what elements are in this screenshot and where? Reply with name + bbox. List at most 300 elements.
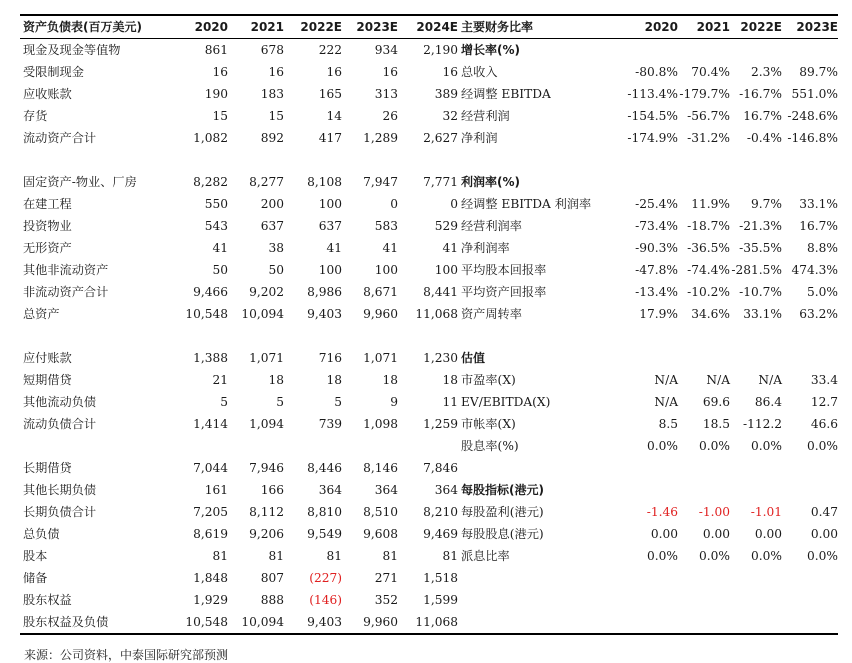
cell-value: -18.7% [687,219,730,233]
cell-value: 0.0% [647,439,678,453]
row-label: 股东权益及负债 [20,611,170,634]
cell-value: 81 [268,549,284,563]
cell-value: (227) [309,571,342,585]
cell-value: 7,771 [423,175,458,189]
ratio-row [458,127,838,149]
cell-value [782,457,838,479]
cell-value: 11,068 [398,611,458,634]
cell-value: 81 [212,549,228,563]
cell-value: 16 [268,65,284,79]
ratio-row [458,479,838,501]
cell-value: 8,282 [193,175,228,189]
cell-value: 389 [434,87,458,101]
balance-sheet-row [20,325,458,347]
row-label: 短期借贷 [23,373,72,387]
cell-value: 7,947 [363,175,398,189]
cell-value [622,611,678,634]
cell-value [730,149,782,171]
cell-value: 8,108 [307,175,342,189]
cell-value: 543 [204,219,228,233]
cell-value [622,457,678,479]
cell-value [730,171,782,193]
cell-value: 5 [334,395,342,409]
ratio-row [458,237,838,259]
cell-value: 11 [442,395,458,409]
ratio-row [458,523,838,545]
cell-value [678,347,730,369]
ratio-row [458,589,838,611]
balance-sheet-row [20,501,458,523]
row-label: 总资产 [23,307,60,321]
cell-value: 0.0% [699,549,730,563]
cell-value: 16 [442,65,458,79]
cell-value: 8,112 [249,505,284,519]
cell-value: 2,190 [423,43,458,57]
cell-value: -146.8% [787,131,838,145]
cell-value: 1,259 [423,417,458,431]
cell-value: -1.46 [646,505,678,519]
cell-value: 5 [220,395,228,409]
cell-value [782,479,838,501]
cell-value: 1,599 [423,593,458,607]
cell-value: 10,548 [185,307,228,321]
cell-value: -10.7% [739,285,782,299]
row-label [20,435,170,457]
section-heading: 每股指标(港元) [461,483,544,497]
row-label [458,589,622,611]
cell-value: 183 [260,87,284,101]
cell-value [782,149,838,171]
cell-value: 41 [212,241,228,255]
cell-value: 0.00 [702,527,730,541]
balance-sheet-row [20,567,458,589]
cell-value: -21.3% [739,219,782,233]
cell-value: -47.8% [635,263,678,277]
cell-value: 0.00 [754,527,782,541]
balance-sheet-row [20,523,458,545]
cell-value: 8,810 [307,505,342,519]
cell-value: -73.4% [635,219,678,233]
year-header: 2023E [342,15,398,39]
cell-value: 18 [268,373,284,387]
cell-value: 0.47 [810,505,838,519]
cell-value [782,347,838,369]
cell-value: 8.5 [658,417,678,431]
cell-value: -74.4% [687,263,730,277]
cell-value: 17.9% [639,307,678,321]
cell-value: -10.2% [687,285,730,299]
year-header: 2023E [782,15,838,39]
year-header: 2024E [398,15,458,39]
cell-value [228,435,284,457]
ratio-row [458,545,838,567]
row-label: 经营利润率 [461,219,522,233]
ratio-row [458,413,838,435]
cell-value: 352 [374,593,398,607]
balance-sheet-row [20,61,458,83]
balance-sheet-row [20,237,458,259]
year-header: 2021 [228,15,284,39]
cell-value: 8,619 [193,527,228,541]
cell-value: 934 [374,43,398,57]
row-label [20,149,170,171]
row-label: 市帐率(X) [461,417,516,431]
cell-value: -90.3% [635,241,678,255]
cell-value [170,149,228,171]
cell-value: -1.00 [698,505,730,519]
balance-sheet-row [20,39,458,62]
cell-value: N/A [706,373,730,387]
cell-value: 2,627 [423,131,458,145]
balance-sheet-row [20,611,458,634]
cell-value [678,171,730,193]
row-label: 每股股息(港元) [461,527,544,541]
row-label: 流动负债合计 [23,417,97,431]
ratio-row [458,171,838,193]
cell-value: 38 [268,241,284,255]
cell-value [730,589,782,611]
cell-value: 1,094 [249,417,284,431]
cell-value [284,149,342,171]
row-label: 市盈率(X) [461,373,516,387]
balance-sheet-header-row [20,15,458,39]
cell-value: -25.4% [635,197,678,211]
row-label: 经营利润 [461,109,510,123]
cell-value: 0.0% [807,549,838,563]
cell-value: 364 [318,483,342,497]
cell-value: 18 [442,373,458,387]
balance-sheet-row [20,545,458,567]
cell-value: N/A [758,373,782,387]
balance-sheet-row [20,259,458,281]
cell-value [622,589,678,611]
cell-value: 9,206 [249,527,284,541]
cell-value [342,149,398,171]
cell-value: -13.4% [635,285,678,299]
cell-value: 100 [318,197,342,211]
cell-value: 2.3% [751,65,782,79]
ratio-row [458,435,838,457]
row-label: 存货 [23,109,48,123]
cell-value: -56.7% [687,109,730,123]
balance-sheet-row [20,303,458,325]
row-label: 长期借贷 [23,461,72,475]
cell-value: 16.7% [743,109,782,123]
cell-value: 551.0% [791,87,838,101]
cell-value [342,325,398,347]
cell-value [782,39,838,62]
row-label: 储备 [23,571,48,585]
row-label: 净利润 [461,131,498,145]
ratio-row [458,303,838,325]
row-label: EV/EBITDA(X) [461,395,551,409]
cell-value: 46.6 [810,417,838,431]
balance-sheet-row [20,149,458,171]
cell-value: 583 [374,219,398,233]
ratio-row [458,193,838,215]
ratio-row [458,457,838,479]
cell-value [730,611,782,634]
year-header: 2021 [678,15,730,39]
cell-value: 888 [260,593,284,607]
cell-value [622,149,678,171]
cell-value: 8,146 [363,461,398,475]
row-label [458,149,622,171]
cell-value: 8.8% [807,241,838,255]
row-label: 股息率(%) [461,439,519,453]
year-header: 2022E [284,15,342,39]
row-label: 每股盈利(港元) [461,505,544,519]
balance-sheet-row [20,369,458,391]
row-label [20,325,170,347]
cell-value: 14 [326,109,342,123]
balance-sheet-row [20,413,458,435]
cell-value: -80.8% [635,65,678,79]
cell-value [398,325,458,347]
cell-value [170,435,228,457]
balance-sheet-row [20,83,458,105]
cell-value: 9,960 [342,611,398,634]
row-label: 股东权益 [23,593,72,607]
cell-value: -1.01 [750,505,782,519]
cell-value: 222 [318,43,342,57]
cell-value: 16 [326,65,342,79]
ratio-row [458,105,838,127]
ratio-row [458,39,838,62]
row-label [458,325,622,347]
cell-value [622,567,678,589]
cell-value [782,567,838,589]
cell-value [678,589,730,611]
ratio-row [458,149,838,171]
cell-value: 474.3% [791,263,838,277]
ratios-header-row [458,15,838,39]
cell-value: 716 [318,351,342,365]
cell-value: 0.0% [751,549,782,563]
cell-value: 18 [382,373,398,387]
cell-value: 8,446 [307,461,342,475]
cell-value [170,325,228,347]
cell-value [284,325,342,347]
cell-value: 7,846 [423,461,458,475]
cell-value: 1,929 [193,593,228,607]
ratio-row [458,567,838,589]
cell-value: 1,230 [423,351,458,365]
cell-value: 5.0% [807,285,838,299]
cell-value: -35.5% [739,241,782,255]
cell-value [622,39,678,62]
cell-value: 15 [212,109,228,123]
balance-sheet-row [20,193,458,215]
row-label: 平均股本回报率 [461,263,547,277]
balance-sheet-row [20,171,458,193]
row-label: 无形资产 [23,241,72,255]
row-label: 股本 [23,549,48,563]
cell-value: 41 [382,241,398,255]
cell-value: 86.4 [754,395,782,409]
cell-value: 0.0% [647,549,678,563]
section-heading: 估值 [461,351,486,365]
cell-value: 1,388 [193,351,228,365]
cell-value: 8,671 [363,285,398,299]
row-label: 派息比率 [461,549,510,563]
cell-value: 9,403 [284,611,342,634]
row-label: 经调整 EBITDA [461,87,551,101]
cell-value: 16.7% [799,219,838,233]
cell-value: 33.4 [810,373,838,387]
year-header: 2020 [170,15,228,39]
balance-sheet-row [20,479,458,501]
row-label: 投资物业 [23,219,72,233]
cell-value: -16.7% [739,87,782,101]
cell-value [622,171,678,193]
balance-sheet-row [20,391,458,413]
cell-value: 63.2% [799,307,838,321]
cell-value: -174.9% [627,131,678,145]
cell-value: 15 [268,109,284,123]
cell-value [342,435,398,457]
cell-value: 9,403 [307,307,342,321]
row-label: 净利润率 [461,241,510,255]
cell-value: -281.5% [731,263,782,277]
cell-value [398,435,458,457]
row-label [458,567,622,589]
balance-sheet-row [20,457,458,479]
cell-value: -36.5% [687,241,730,255]
cell-value [622,325,678,347]
cell-value: 1,071 [249,351,284,365]
row-label: 其他非流动资产 [23,263,109,277]
cell-value: 637 [260,219,284,233]
cell-value: -248.6% [787,109,838,123]
cell-value: 18.5 [702,417,730,431]
cell-value: 18 [326,373,342,387]
cell-value: 200 [260,197,284,211]
cell-value: 8,510 [363,505,398,519]
cell-value: 0 [390,197,398,211]
cell-value: 32 [442,109,458,123]
cell-value: 161 [204,483,228,497]
cell-value: 21 [212,373,228,387]
cell-value: 10,094 [228,611,284,634]
cell-value: 70.4% [691,65,730,79]
ratio-row [458,61,838,83]
row-label: 受限制现金 [23,65,84,79]
cell-value [730,39,782,62]
cell-value: 861 [204,43,228,57]
balance-sheet-panel [20,14,458,635]
row-label: 平均资产回报率 [461,285,547,299]
cell-value: N/A [654,373,678,387]
cell-value: 190 [204,87,228,101]
cell-value: 166 [260,483,284,497]
cell-value [678,325,730,347]
year-header: 2020 [622,15,678,39]
cell-value [782,325,838,347]
ratio-row [458,215,838,237]
cell-value: 5 [276,395,284,409]
balance-sheet-title: 资产负债表(百万美元) [20,15,170,39]
cell-value [678,567,730,589]
cell-value [678,611,730,634]
row-label: 在建工程 [23,197,72,211]
row-label [458,457,622,479]
row-label: 资产周转率 [461,307,522,321]
cell-value [678,457,730,479]
cell-value [730,325,782,347]
cell-value: 50 [212,263,228,277]
ratios-title: 主要财务比率 [458,15,622,39]
cell-value: 9,202 [249,285,284,299]
balance-sheet-row [20,105,458,127]
cell-value: 33.1% [799,197,838,211]
cell-value: 165 [318,87,342,101]
cell-value: 9.7% [751,197,782,211]
cell-value [398,149,458,171]
cell-value: 529 [434,219,458,233]
cell-value [730,479,782,501]
ratio-row [458,281,838,303]
cell-value: 11,068 [415,307,458,321]
balance-sheet-row [20,589,458,611]
ratio-row [458,325,838,347]
row-label: 总负债 [23,527,60,541]
cell-value [678,39,730,62]
balance-sheet-row [20,435,458,457]
row-label: 应收账款 [23,87,72,101]
balance-sheet-row [20,347,458,369]
cell-value: 26 [382,109,398,123]
cell-value: 34.6% [691,307,730,321]
cell-value [622,479,678,501]
cell-value: 271 [374,571,398,585]
cell-value [228,325,284,347]
section-heading: 增长率(%) [461,43,520,57]
cell-value: -154.5% [627,109,678,123]
cell-value: 1,848 [193,571,228,585]
balance-sheet-row [20,215,458,237]
cell-value: 16 [212,65,228,79]
cell-value: 0.0% [807,439,838,453]
cell-value: 0 [450,197,458,211]
cell-value: 1,289 [363,131,398,145]
cell-value: 81 [382,549,398,563]
cell-value [782,171,838,193]
balance-sheet-row [20,281,458,303]
cell-value: 739 [318,417,342,431]
source-note: 来源：公司资料，中泰国际研究部预测 [24,648,229,662]
cell-value: 637 [318,219,342,233]
cell-value [622,347,678,369]
cell-value: 33.1% [743,307,782,321]
cell-value [782,589,838,611]
cell-value: 417 [318,131,342,145]
cell-value: 1,098 [363,417,398,431]
cell-value: 8,277 [249,175,284,189]
cell-value: 8,210 [423,505,458,519]
cell-value: 7,044 [193,461,228,475]
cell-value: 9,466 [193,285,228,299]
cell-value: 1,518 [423,571,458,585]
cell-value: 100 [434,263,458,277]
cell-value [678,479,730,501]
section-heading: 利润率(%) [461,175,520,189]
cell-value: 16 [382,65,398,79]
cell-value: 11.9% [691,197,730,211]
cell-value: 313 [374,87,398,101]
cell-value: 10,548 [170,611,228,634]
cell-value [782,611,838,634]
